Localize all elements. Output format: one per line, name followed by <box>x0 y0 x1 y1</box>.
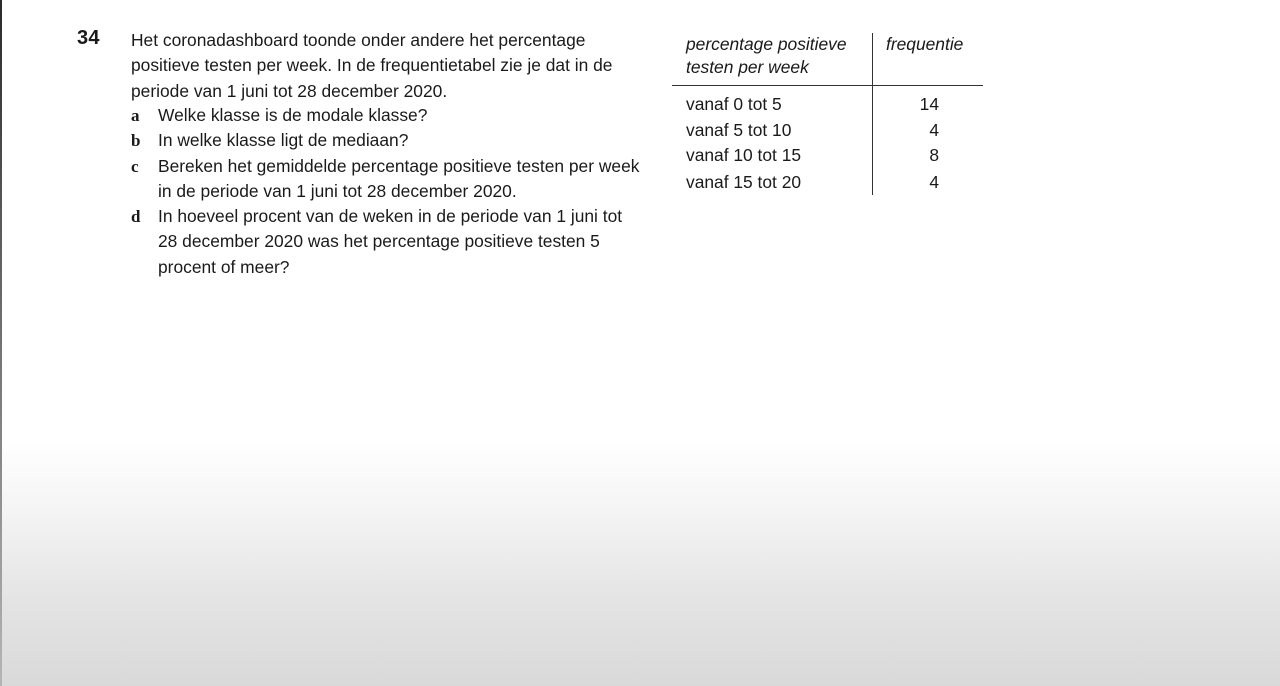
question-text: Welke klasse is de modale klasse? <box>158 105 428 125</box>
question-item <box>131 128 641 153</box>
question-item <box>131 154 641 205</box>
cell-frequency: 14 <box>919 94 939 114</box>
cell-class: vanaf 5 tot 10 <box>686 120 792 140</box>
question-list <box>131 103 641 280</box>
table-row <box>672 169 983 195</box>
header-rule <box>672 85 983 86</box>
table-row <box>672 142 983 168</box>
question-text: In welke klasse ligt de mediaan? <box>158 130 409 151</box>
exercise-number: 34 <box>77 27 100 49</box>
cell-frequency: 4 <box>929 172 939 192</box>
table-row <box>672 117 983 143</box>
cell-class: vanaf 10 tot 15 <box>686 145 802 165</box>
question-text: In hoeveel procent van de weken in de periode van 1 juni tot 28 december 2020 was het percentage positieve testen 5 procent of meer? <box>158 206 623 277</box>
cell-class: vanaf 0 tot 5 <box>686 94 782 114</box>
question-letter: b <box>131 131 141 151</box>
question-text: Bereken het gemiddelde percentage positieve testen per week in de periode van 1 juni tot 28 december 2020. <box>158 155 640 201</box>
screen-edge <box>0 0 2 686</box>
cell-class: vanaf 15 tot 20 <box>686 172 802 192</box>
question-item <box>131 103 641 128</box>
question-letter: a <box>131 106 140 125</box>
question-letter: c <box>131 156 139 176</box>
question-item <box>131 204 641 280</box>
header-frequency: frequentie <box>886 34 964 54</box>
header-class: percentage positieve testen per week <box>686 34 847 77</box>
cell-frequency: 8 <box>929 145 939 165</box>
table-row <box>672 91 983 117</box>
exercise-intro: Het coronadashboard toonde onder andere het percentage positieve testen per week. In de frequentietabel zie je dat in de periode van 1 juni tot 28 december 2020. <box>131 30 613 101</box>
frequency-table <box>672 33 983 195</box>
cell-frequency: 4 <box>929 120 939 140</box>
question-letter: d <box>131 207 141 227</box>
